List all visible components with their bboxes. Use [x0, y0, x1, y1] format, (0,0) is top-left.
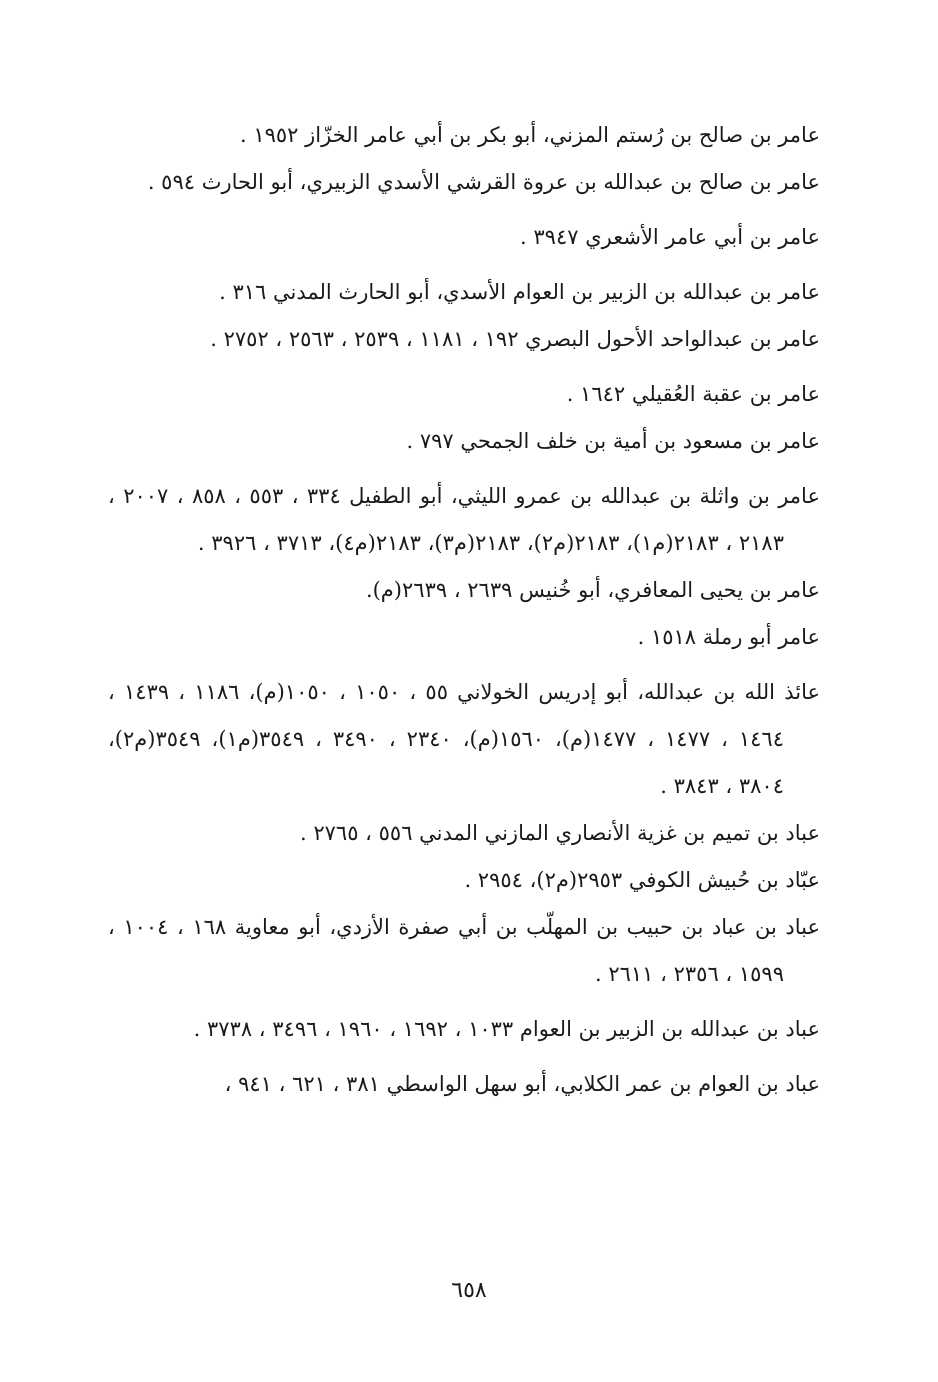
index-entry: عائذ الله بن عبدالله، أبو إدريس الخولاني ٥٥ ، ١٠٥٠ ، ١٠٥٠(م)، ١١٨٦ ، ١٤٣٩ ، ١٤٦٤ ، ١٤٧٧ ، ١٤٧٧(م)، ١٥٦٠(م)، ٢٣٤٠ ، ٣٤٩٠ ، ٣٥٤٩(م١)، ٣٥٤٩(م٢)، ٣٨٠٤ ، ٣٨٤٣ .: [108, 680, 820, 798]
index-entry: عامر بن عقبة العُقيلي ١٦٤٢ .: [566, 382, 820, 406]
index-entries: [108, 112, 820, 1108]
index-entry: عامر بن صالح بن عبدالله بن عروة القرشي الأسدي الزبيري، أبو الحارث ٥٩٤ .: [147, 170, 820, 194]
index-entry: عباد بن العوام بن عمر الكلابي، أبو سهل الواسطي ٣٨١ ، ٦٢١ ، ٩٤١ ،: [224, 1072, 820, 1096]
index-entry: عبّاد بن حُبيش الكوفي ٢٩٥٣(م٢)، ٢٩٥٤ .: [464, 868, 820, 892]
index-entry: عامر أبو رملة ١٥١٨ .: [637, 625, 820, 649]
index-entry: عامر بن مسعود بن أمية بن خلف الجمحي ٧٩٧ .: [406, 429, 820, 453]
index-entry: عامر بن أبي عامر الأشعري ٣٩٤٧ .: [520, 225, 820, 249]
index-entry: عامر بن عبدالواحد الأحول البصري ١٩٢ ، ١١٨١ ، ٢٥٣٩ ، ٢٥٦٣ ، ٢٧٥٢ .: [210, 327, 820, 351]
page-number: ٦٥٨: [451, 1278, 487, 1303]
index-entry: عباد بن عبدالله بن الزبير بن العوام ١٠٣٣ ، ١٦٩٢ ، ١٩٦٠ ، ٣٤٩٦ ، ٣٧٣٨ .: [193, 1017, 820, 1041]
index-entry: عامر بن صالح بن رُستم المزني، أبو بكر بن أبي عامر الخزّاز ١٩٥٢ .: [239, 123, 820, 147]
index-entry: عامر بن يحيى المعافري، أبو خُنيس ٢٦٣٩ ، ٢٦٣٩(م).: [365, 578, 820, 602]
index-entry: عباد بن عباد بن حبيب بن المهلّب بن أبي صفرة الأزدي، أبو معاوية ١٦٨ ، ١٠٠٤ ، ١٥٩٩ ، ٢٣٥٦ ، ٢٦١١ .: [108, 915, 820, 986]
index-entry: عامر بن عبدالله بن الزبير بن العوام الأسدي، أبو الحارث المدني ٣١٦ .: [219, 280, 820, 304]
index-entry: عباد بن تميم بن غزية الأنصاري المازني المدني ٥٥٦ ، ٢٧٦٥ .: [300, 821, 820, 845]
index-entry: عامر بن واثلة بن عبدالله بن عمرو الليثي، أبو الطفيل ٣٣٤ ، ٥٥٣ ، ٨٥٨ ، ٢٠٠٧ ، ٢١٨٣ ، ٢١٨٣(م١)، ٢١٨٣(م٢)، ٢١٨٣(م٣)، ٢١٨٣(م٤)، ٣٧١٣ ، ٣٩٢٦ .: [108, 484, 820, 555]
